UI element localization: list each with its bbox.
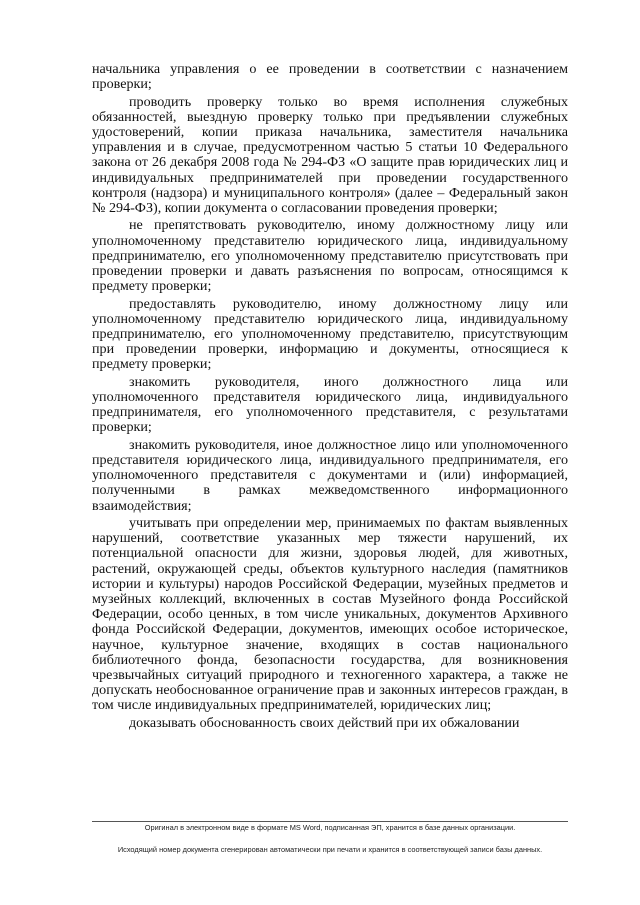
paragraph-not-obstruct: не препятствовать руководителю, иному должностному лицу или уполномоченному представителю юридического лица, индивидуальному предпринимателю, его уполномоченному представителю присутствовать при проведении проверки и давать разъяснения по вопросам, относящимся к предмету проверки; — [92, 217, 568, 295]
paragraph-continuation: начальника управления о ее проведении в соответствии с назначением проверки; — [92, 61, 568, 93]
footer-divider — [92, 821, 568, 822]
document-body — [92, 62, 568, 733]
paragraph-inform-results: знакомить руководителя, иного должностного лица или уполномоченного представителя юридического лица, индивидуального предпринимателя, его уполномоченного представителя, с результатами проверки; — [92, 373, 568, 436]
footer-original-note: Оригинал в электронном виде в формате MS Word, подписанная ЭП, хранится в базе данных организации. — [144, 823, 516, 832]
paragraph-justify-actions: доказывать обоснованность своих действий при их обжаловании — [129, 714, 520, 731]
paragraph-provide-information: предоставлять руководителю, иному должностному лицу или уполномоченному представителю юридического лица, индивидуальному предпринимателю, его уполномоченному представителю, присутствующим при проведении проверки, информацию и документы, относящиеся к предмету проверки; — [92, 295, 568, 373]
paragraph-inform-documents: знакомить руководителя, иное должностное лицо или уполномоченного представителя юридического лица, индивидуального предпринимателя, его уполномоченного представителя с документами и (или) информацией, полученными в рамках межведомственного информационного взаимодействия; — [92, 436, 568, 514]
paragraph-consider-measures: учитывать при определении мер, принимаемых по фактам выявленных нарушений, соответствие указанных мер тяжести нарушений, их потенциальной опасности для жизни, здоровья людей, для животных, растений, окружающей среды, объектов культурного наследия (памятников истории и культуры) народов Российской Федерации, музейных предметов и музейных коллекций, включенных в состав Музейного фонда Российской Федерации, особо ценных, в том числе уникальных, документов Архивного фонда Российской Федерации, документов, имеющих особое историческое, научное, культурное значение, входящих в состав национального библиотечного фонда, безопасности государства, для возникновения чрезвычайных ситуаций природного и техногенного характера, а также не допускать необоснованное ограничение прав и законных интересов граждан, в том числе индивидуальных предпринимателей, юридических лиц; — [92, 515, 568, 714]
footer-number-note: Исходящий номер документа сгенерирован автоматически при печати и хранится в соответствующей записи базы данных. — [117, 845, 543, 854]
paragraph-conduct-inspection: проводить проверку только во время исполнения служебных обязанностей, выездную проверку только при предъявлении служебных удостоверений, копии приказа начальника, заместителя начальника управления и в случае, предусмотренном частью 5 статьи 10 Федерального закона от 26 декабря 2008 года № 294-ФЗ «О защите прав юридических лиц и индивидуальных предпринимателей при проведении государственного контроля (надзора) и муниципального контроля» (далее – Федеральный закон № 294-ФЗ), копии документа о согласовании проведения проверки; — [92, 93, 568, 217]
